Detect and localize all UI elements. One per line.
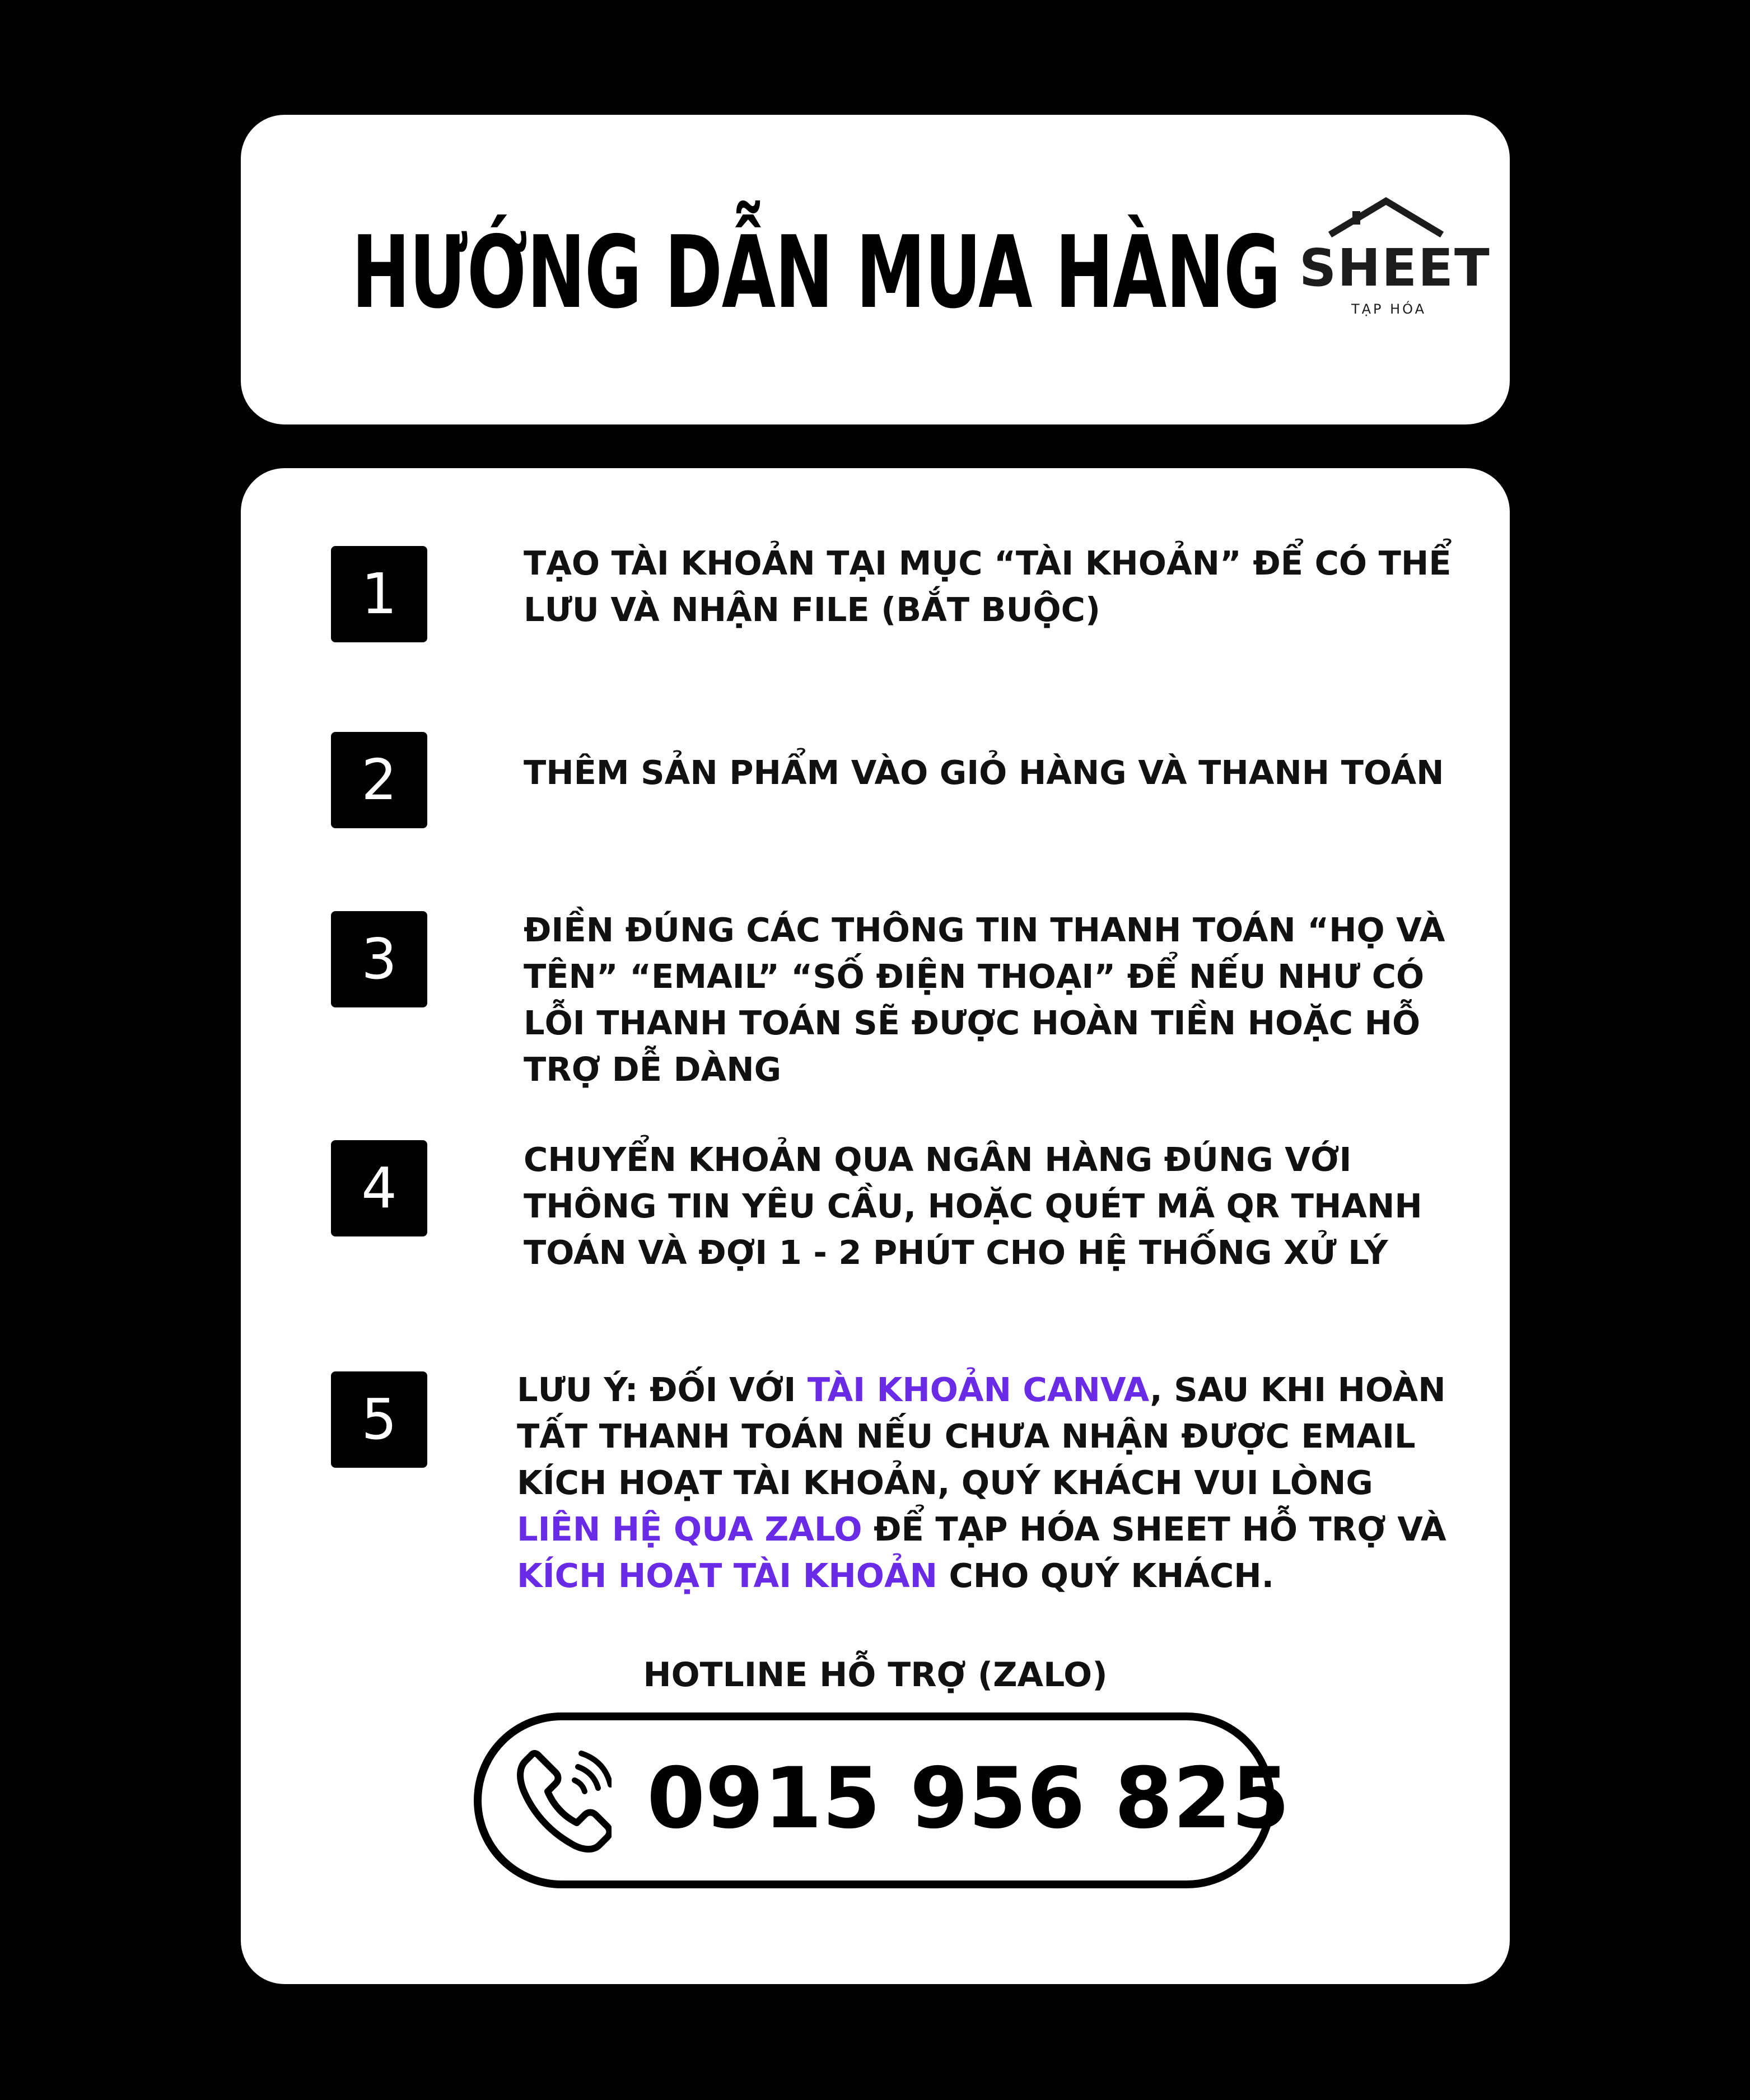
- step-2-text: [524, 749, 1442, 796]
- step-1-line: LƯU VÀ NHẬN FILE (BẮT BUỘC): [524, 590, 1100, 629]
- logo-wordmark: SHEET: [1299, 238, 1491, 298]
- house-roof-icon: [1322, 194, 1450, 245]
- step-5-number: 5: [331, 1371, 427, 1468]
- step-1-text: [524, 540, 1452, 633]
- step-5-line: LƯU Ý: ĐỐI VỚI TÀI KHOẢN CANVA, SAU KHI HOÀN: [517, 1370, 1446, 1409]
- step-3-line: TÊN” “EMAIL” “SỐ ĐIỆN THOẠI” ĐỂ NẾU NHƯ CÓ: [524, 957, 1425, 996]
- phone-icon: [516, 1747, 612, 1853]
- sheet-logo: [1299, 194, 1491, 334]
- step-3-line: ĐIỀN ĐÚNG CÁC THÔNG TIN THANH TOÁN “HỌ VÀ: [524, 911, 1445, 949]
- step-3-line: LỖI THANH TOÁN SẼ ĐƯỢC HOÀN TIỀN HOẶC HỖ: [524, 1004, 1421, 1042]
- step-1-number: 1: [331, 546, 427, 642]
- step-2-line: THÊM SẢN PHẨM VÀO GIỎ HÀNG VÀ THANH TOÁN: [524, 753, 1444, 792]
- step-5-line: KÍCH HOẠT TÀI KHOẢN CHO QUÝ KHÁCH.: [517, 1556, 1275, 1595]
- step-5-line: LIÊN HỆ QUA ZALO ĐỂ TẠP HÓA SHEET HỖ TRỢ VÀ: [517, 1510, 1446, 1548]
- step-3-line: TRỢ DỄ DÀNG: [524, 1050, 782, 1089]
- hotline-label: HOTLINE HỖ TRỢ (ZALO): [643, 1655, 1108, 1695]
- step-4-number: 4: [331, 1140, 427, 1236]
- logo-subtitle: TẠP HÓA: [1351, 301, 1427, 317]
- activate-account-highlight: KÍCH HOẠT TÀI KHOẢN: [517, 1556, 937, 1595]
- hotline-number: 0915 956 825: [647, 1750, 1290, 1847]
- step-5-line: TẤT THANH TOÁN NẾU CHƯA NHẬN ĐƯỢC EMAIL: [517, 1417, 1416, 1455]
- canva-account-highlight: TÀI KHOẢN CANVA: [807, 1370, 1150, 1409]
- step-3-text: [524, 907, 1445, 1093]
- step-4-line: TOÁN VÀ ĐỢI 1 - 2 PHÚT CHO HỆ THỐNG XỬ LÝ: [524, 1233, 1388, 1272]
- page-title: HƯỚNG DẪN MUA HÀNG: [352, 214, 1280, 330]
- zalo-contact-highlight: LIÊN HỆ QUA ZALO: [517, 1510, 862, 1548]
- instructions-card: [241, 468, 1510, 1984]
- step-4-line: THÔNG TIN YÊU CẦU, HOẶC QUÉT MÃ QR THANH: [524, 1187, 1422, 1225]
- header-card: [241, 115, 1510, 424]
- step-2-number: 2: [331, 732, 427, 828]
- step-3-number: 3: [331, 911, 427, 1007]
- step-5-line: KÍCH HOẠT TÀI KHOẢN, QUÝ KHÁCH VUI LÒNG: [517, 1463, 1373, 1502]
- step-1-line: TẠO TÀI KHOẢN TẠI MỤC “TÀI KHOẢN” ĐỂ CÓ THỂ: [524, 544, 1452, 582]
- step-5-text: [517, 1366, 1446, 1599]
- step-4-line: CHUYỂN KHOẢN QUA NGÂN HÀNG ĐÚNG VỚI: [524, 1140, 1352, 1179]
- hotline-pill[interactable]: [474, 1712, 1290, 1888]
- step-4-text: [524, 1136, 1442, 1276]
